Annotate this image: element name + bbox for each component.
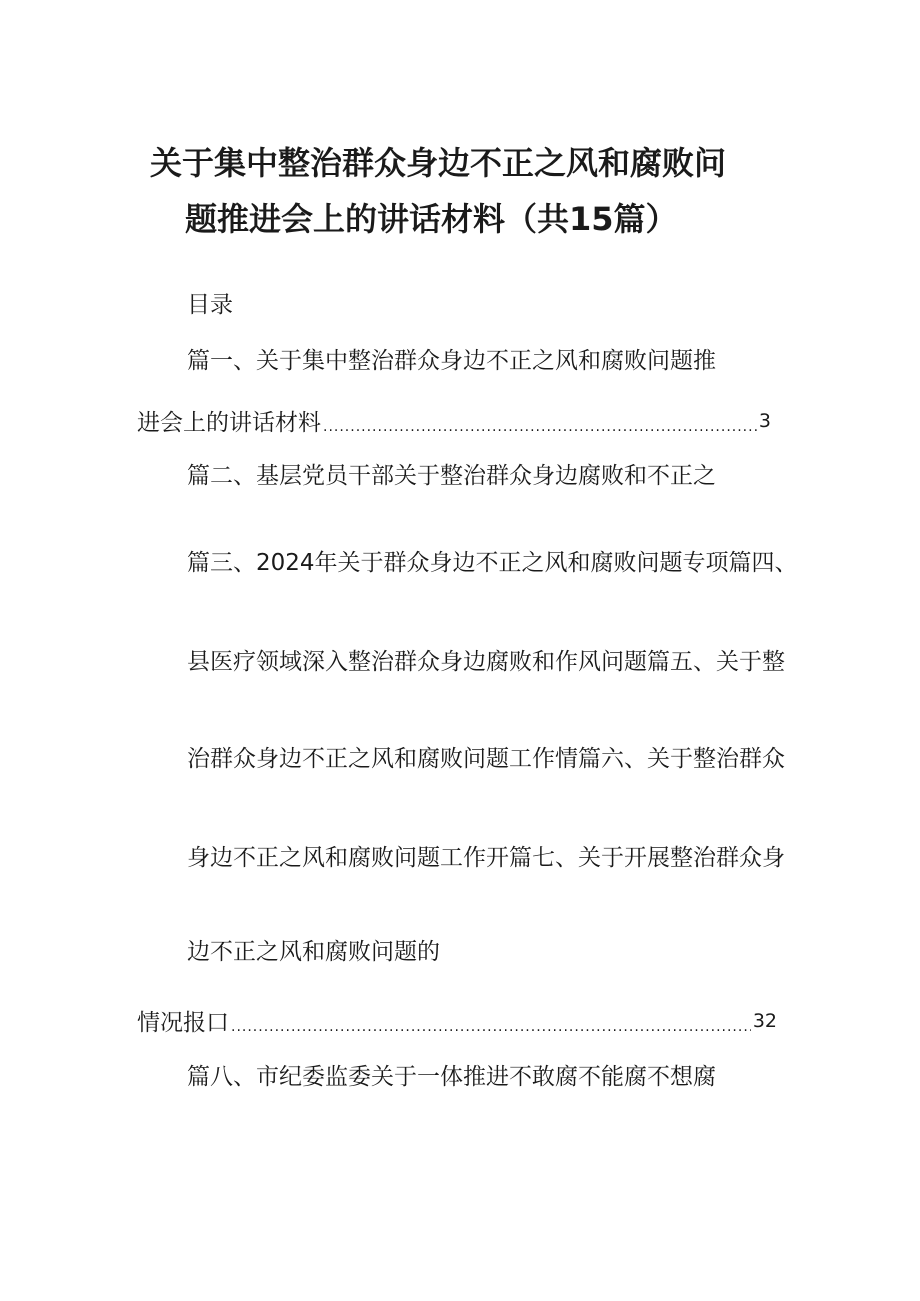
dot-leader: [323, 408, 757, 438]
toc-entry-1-line-2[interactable]: [137, 404, 771, 438]
toc-entry-7-line[interactable]: [137, 1004, 777, 1038]
dot-leader: [231, 1008, 751, 1038]
body-line-2: 县医疗领域深入整治群众身边腐败和作风问题篇五、关于整: [187, 649, 785, 675]
body-line-5: 边不正之风和腐败问题的: [187, 939, 440, 965]
doc-title-line-2: 题推进会上的讲话材料（共15篇）: [185, 200, 678, 238]
body-line-1: 篇三、2024年关于群众身边不正之风和腐败问题专项篇四、: [187, 550, 798, 576]
body-line-4: 身边不正之风和腐败问题工作开篇七、关于开展整治群众身: [187, 845, 785, 871]
toc-heading: 目录: [187, 292, 233, 318]
toc-entry-8[interactable]: 篇八、市纪委监委关于一体推进不敢腐不能腐不想腐: [187, 1064, 716, 1090]
toc-page-number: 3: [758, 410, 771, 432]
toc-entry-text: 情况报口: [137, 1010, 229, 1036]
toc-page-number: 32: [752, 1010, 777, 1032]
toc-entry-2[interactable]: 篇二、基层党员干部关于整治群众身边腐败和不正之: [187, 463, 716, 489]
toc-entry-1-line-1[interactable]: 篇一、关于集中整治群众身边不正之风和腐败问题推: [187, 348, 716, 374]
doc-title-line-1: 关于集中整治群众身边不正之风和腐败问: [150, 144, 727, 182]
body-line-3: 治群众身边不正之风和腐败问题工作情篇六、关于整治群众: [187, 746, 785, 772]
toc-entry-text: 进会上的讲话材料: [137, 410, 321, 436]
